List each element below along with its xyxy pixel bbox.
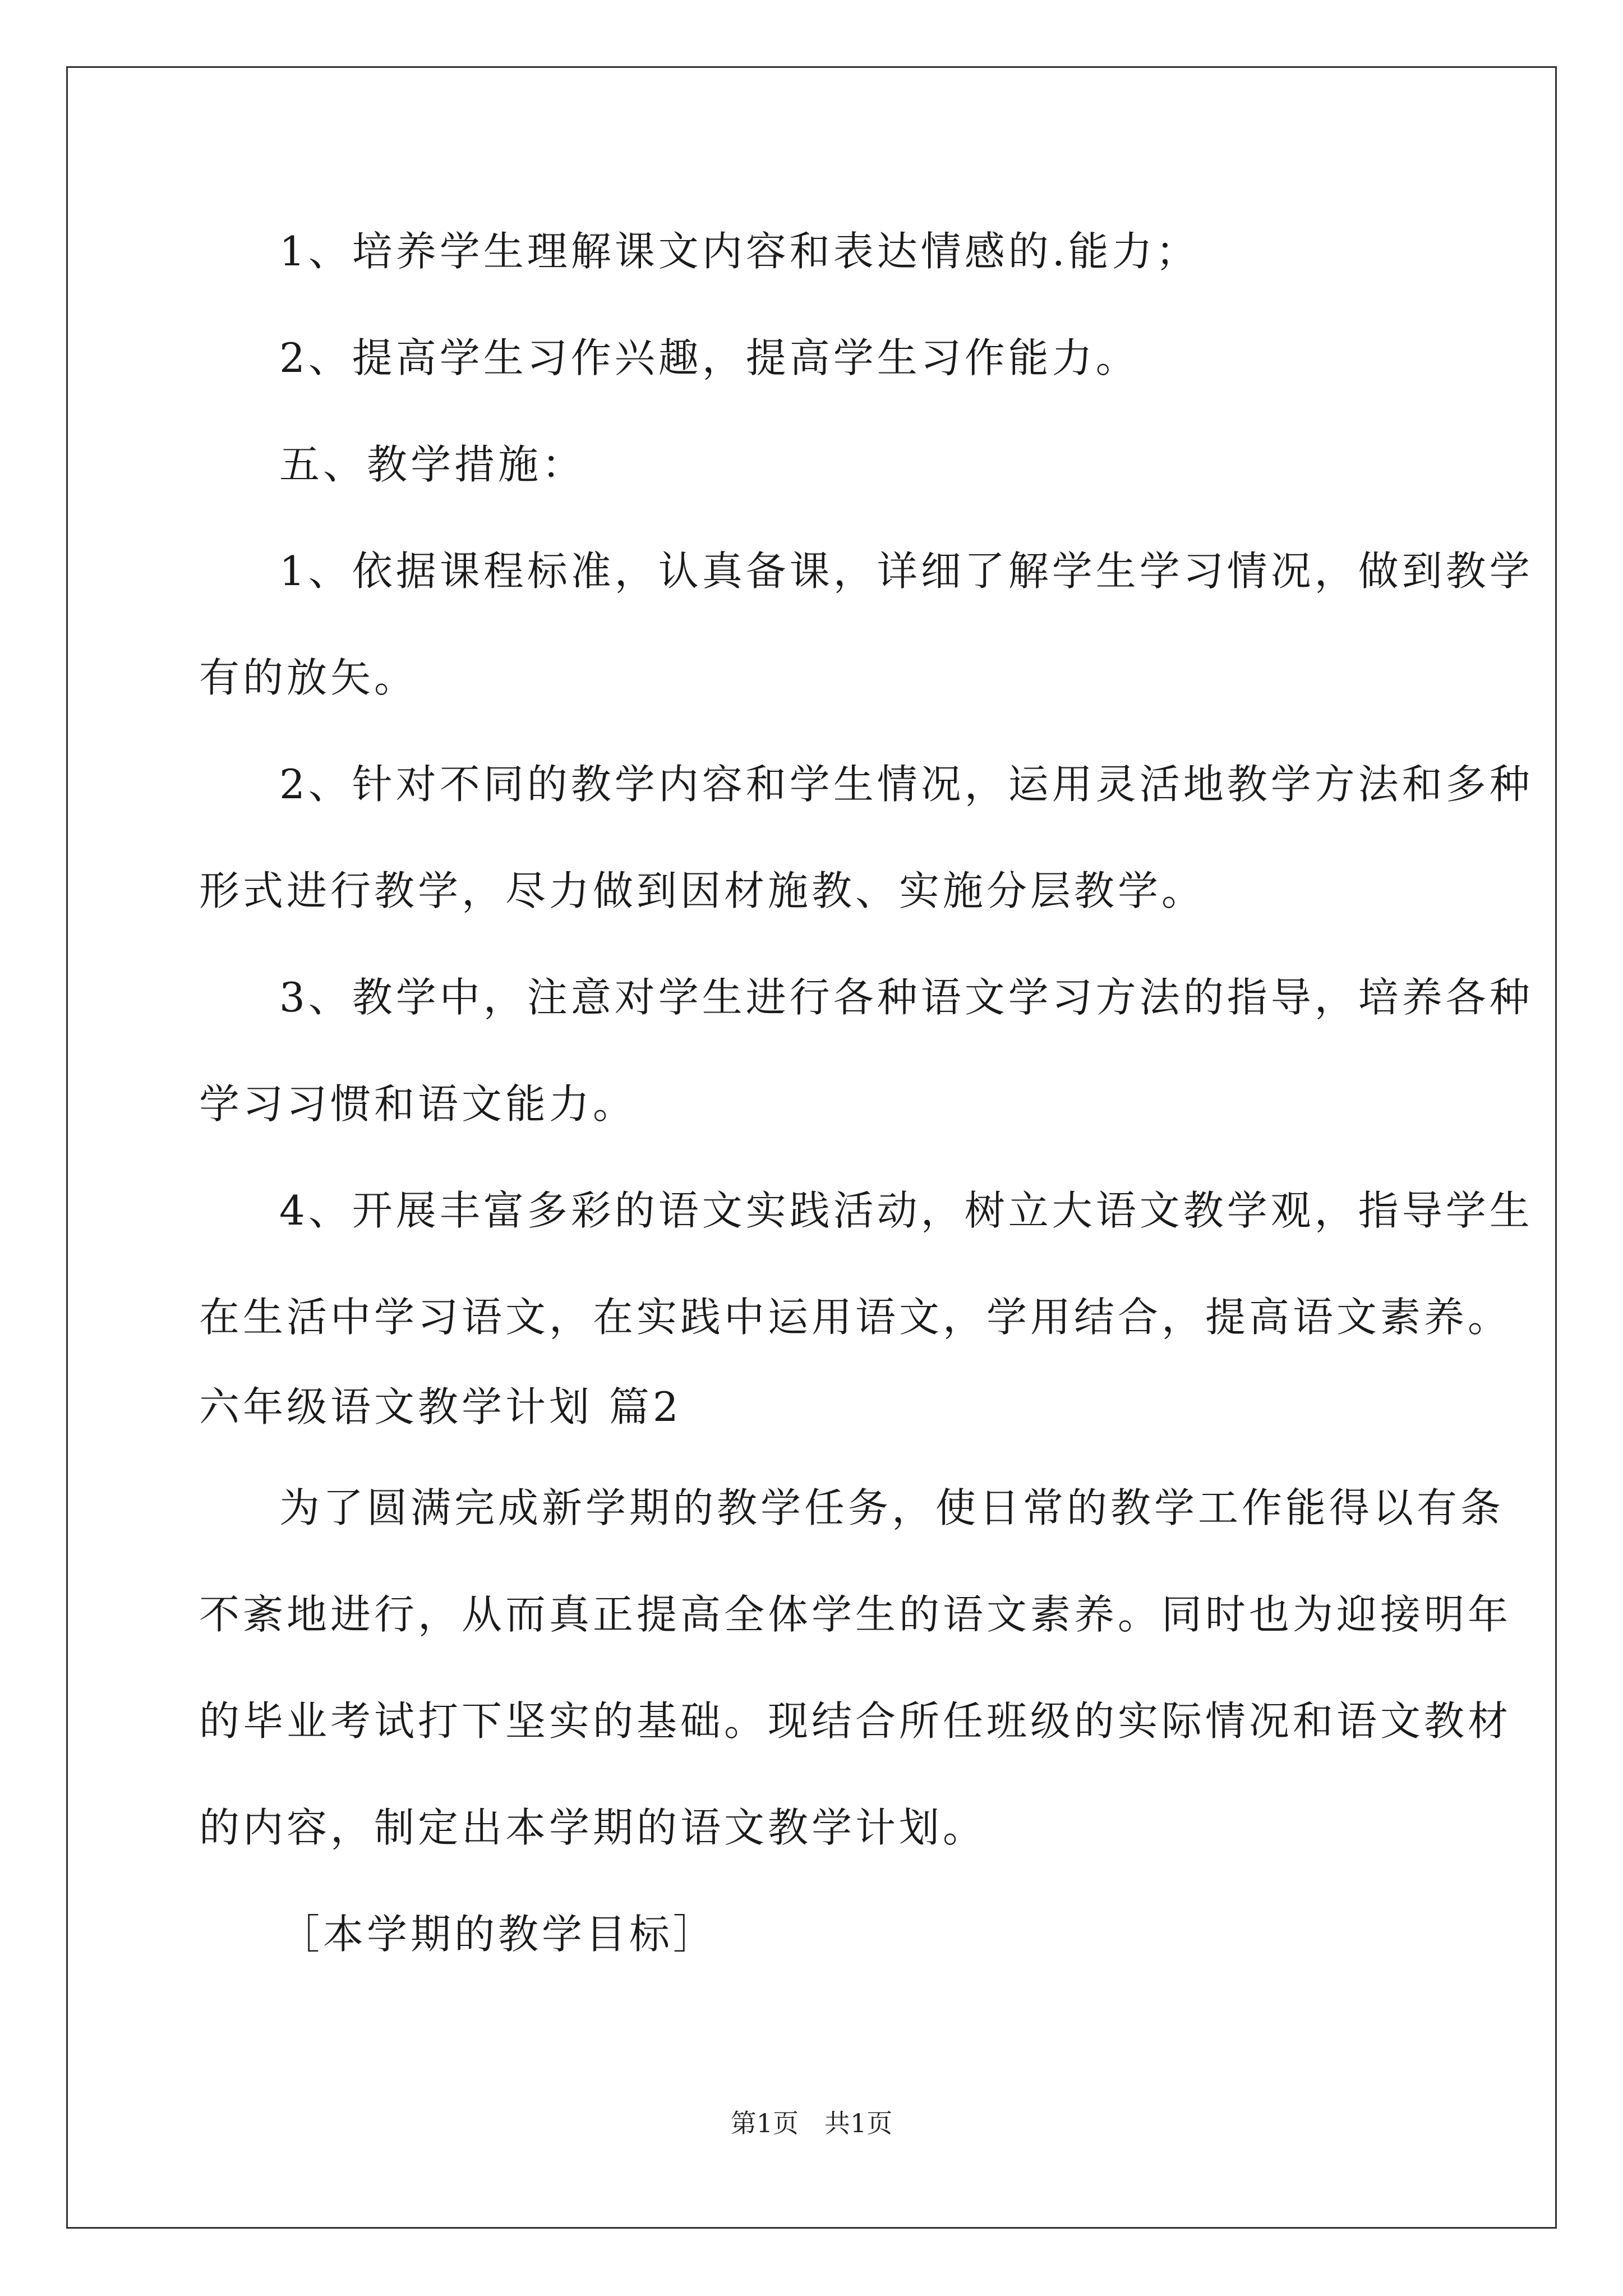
paragraph-line: 4、开展丰富多彩的语文实践活动，树立大语文教学观，指导学生 (279, 1187, 1533, 1234)
page-frame (66, 66, 1557, 2229)
paragraph-line: 不紊地进行，从而真正提高全体学生的语文素养。同时也为迎接明年 (199, 1591, 1512, 1638)
paragraph-line: 形式进行教学，尽力做到因材施教、实施分层教学。 (199, 867, 1206, 914)
section-heading: 五、教学措施： (279, 441, 586, 488)
paragraph-line: 在生活中学习语文，在实践中运用语文，学用结合，提高语文素养。 (199, 1294, 1512, 1341)
section-heading: ［本学期的教学目标］ (279, 1911, 717, 1958)
paragraph-line: 3、教学中，注意对学生进行各种语文学习方法的指导，培养各种 (279, 974, 1533, 1021)
paragraph-line: 学习习惯和语文能力。 (199, 1080, 637, 1128)
paragraph-line: 有的放矢。 (199, 654, 418, 701)
paragraph-line: 的毕业考试打下坚实的基础。现结合所任班级的实际情况和语文教材 (199, 1697, 1512, 1745)
paragraph-line: 的内容，制定出本学期的语文教学计划。 (199, 1804, 987, 1851)
article-title: 六年级语文教学计划 篇2 (199, 1383, 682, 1430)
paragraph-line: 2、针对不同的教学内容和学生情况，运用灵活地教学方法和多种 (279, 761, 1533, 808)
paragraph-line: 1、依据课程标准，认真备课，详细了解学生学习情况，做到教学 (279, 547, 1533, 595)
paragraph-line: 2、提高学生习作兴趣，提高学生习作能力。 (279, 334, 1140, 381)
paragraph-line: 为了圆满完成新学期的教学任务，使日常的教学工作能得以有条 (279, 1484, 1505, 1531)
paragraph-line: 1、培养学生理解课文内容和表达情感的.能力； (279, 228, 1200, 275)
page-footer: 第1页 共1页 (730, 2108, 893, 2138)
